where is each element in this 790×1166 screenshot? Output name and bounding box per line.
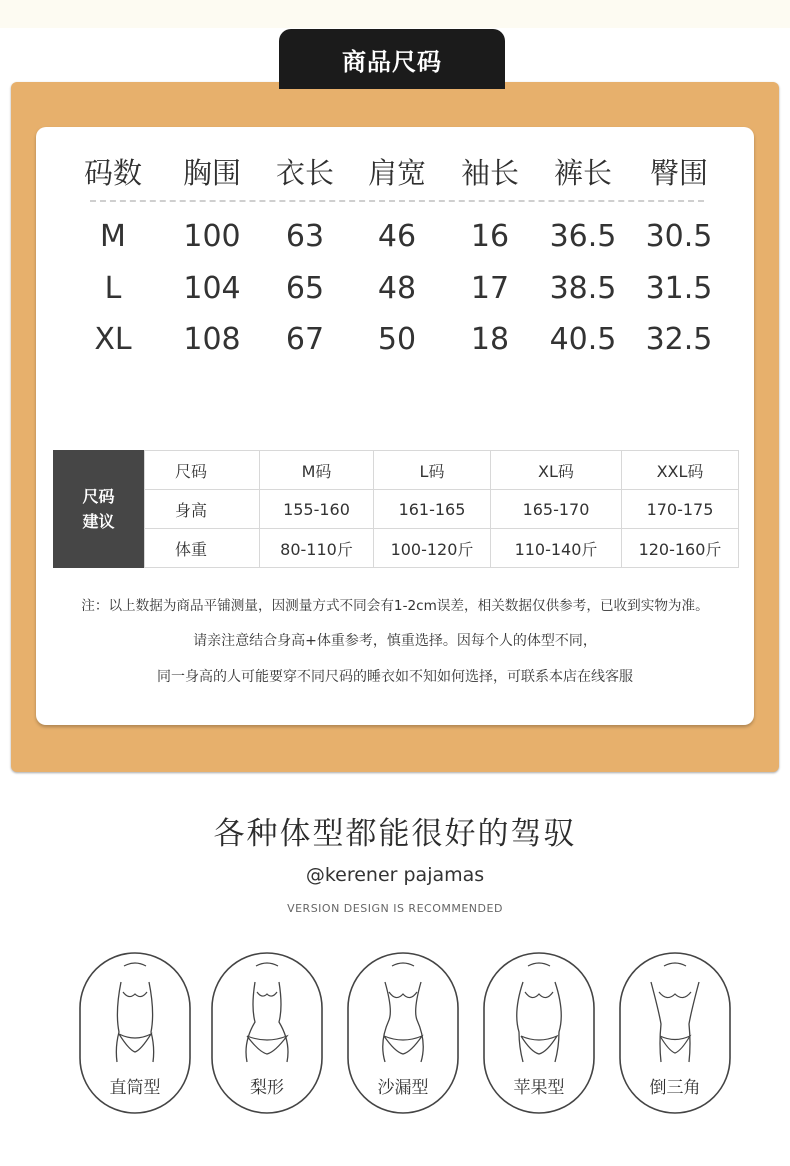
rec-cell: 161-165	[374, 490, 491, 529]
brand-handle: @kerener pajamas	[305, 864, 485, 886]
rec-cell: 120-160斤	[622, 529, 739, 568]
table-row	[145, 529, 739, 568]
recommendation-label	[53, 450, 144, 568]
chest-cell: 104	[183, 271, 241, 306]
shoulder-cell: 46	[377, 219, 417, 254]
size-table-header	[36, 148, 754, 198]
rec-cell: 170-175	[622, 490, 739, 529]
hip-cell: 31.5	[645, 271, 713, 306]
body-type-pear	[211, 952, 323, 1122]
body-type-apple	[483, 952, 595, 1122]
top-strip	[0, 0, 790, 28]
header-cell: 肩宽	[367, 156, 426, 190]
rec-cell: XL码	[491, 451, 622, 490]
length-cell: 67	[285, 322, 325, 357]
rec-cell: M码	[260, 451, 374, 490]
section-headline: 各种体型都能很好的驾驭	[213, 816, 577, 852]
body-type-label: 倒三角	[649, 1078, 701, 1098]
pants-length-cell: 36.5	[549, 219, 617, 254]
section-subtitle: VERSION DESIGN IS RECOMMENDED	[287, 902, 503, 915]
rec-cell: 身高	[145, 490, 260, 529]
recommendation-label-line2: 建议	[82, 512, 115, 531]
size-recommendation-table	[53, 450, 738, 568]
rec-cell: 110-140斤	[491, 529, 622, 568]
rec-cell: 155-160	[260, 490, 374, 529]
rec-cell: 165-170	[491, 490, 622, 529]
header-cell: 码数	[83, 156, 142, 190]
rec-cell: 体重	[145, 529, 260, 568]
note-line-1: 注：以上数据为商品平铺测量，因测量方式不同会有1-2cm误差，相关数据仅供参考，已收到实物为准。	[81, 598, 709, 614]
table-row	[36, 264, 754, 314]
sleeve-cell: 18	[470, 322, 510, 357]
rec-cell: 100-120斤	[374, 529, 491, 568]
pants-length-cell: 38.5	[549, 271, 617, 306]
rec-cell: XXL码	[622, 451, 739, 490]
chest-cell: 100	[183, 219, 241, 254]
recommendation-grid	[144, 450, 739, 568]
body-type-label: 直筒型	[109, 1078, 161, 1098]
body-type-label: 沙漏型	[377, 1078, 429, 1098]
length-cell: 65	[285, 271, 325, 306]
shoulder-cell: 48	[377, 271, 417, 306]
page-title: 商品尺码	[279, 29, 505, 89]
hip-cell: 30.5	[645, 219, 713, 254]
body-type-label: 梨形	[250, 1078, 284, 1098]
body-type-label: 苹果型	[513, 1078, 565, 1098]
sleeve-cell: 17	[470, 271, 510, 306]
body-type-inverted-triangle	[619, 952, 731, 1122]
rec-cell: 80-110斤	[260, 529, 374, 568]
rec-cell: L码	[374, 451, 491, 490]
header-cell: 胸围	[182, 156, 241, 190]
table-row	[145, 451, 739, 490]
body-type-straight	[79, 952, 191, 1122]
header-cell: 臀围	[649, 156, 708, 190]
table-row	[145, 490, 739, 529]
recommendation-label-line1: 尺码	[82, 487, 115, 506]
rec-cell: 尺码	[145, 451, 260, 490]
table-row	[36, 315, 754, 365]
note-line-3: 同一身高的人可能要穿不同尺码的睡衣如不知如何选择，可联系本店在线客服	[157, 669, 633, 685]
body-type-hourglass	[347, 952, 459, 1122]
header-cell: 衣长	[275, 156, 334, 190]
pants-length-cell: 40.5	[549, 322, 617, 357]
length-cell: 63	[285, 219, 325, 254]
header-cell: 袖长	[460, 156, 519, 190]
dashed-divider	[90, 200, 704, 202]
size-cell: XL	[94, 322, 132, 357]
table-row	[36, 212, 754, 262]
shoulder-cell: 50	[377, 322, 417, 357]
size-cell: L	[104, 271, 122, 306]
header-cell: 裤长	[553, 156, 612, 190]
sleeve-cell: 16	[470, 219, 510, 254]
note-line-2: 请亲注意结合身高+体重参考，慎重选择。因每个人的体型不同，	[193, 633, 597, 649]
size-cell: M	[100, 219, 126, 254]
hip-cell: 32.5	[645, 322, 713, 357]
chest-cell: 108	[183, 322, 241, 357]
